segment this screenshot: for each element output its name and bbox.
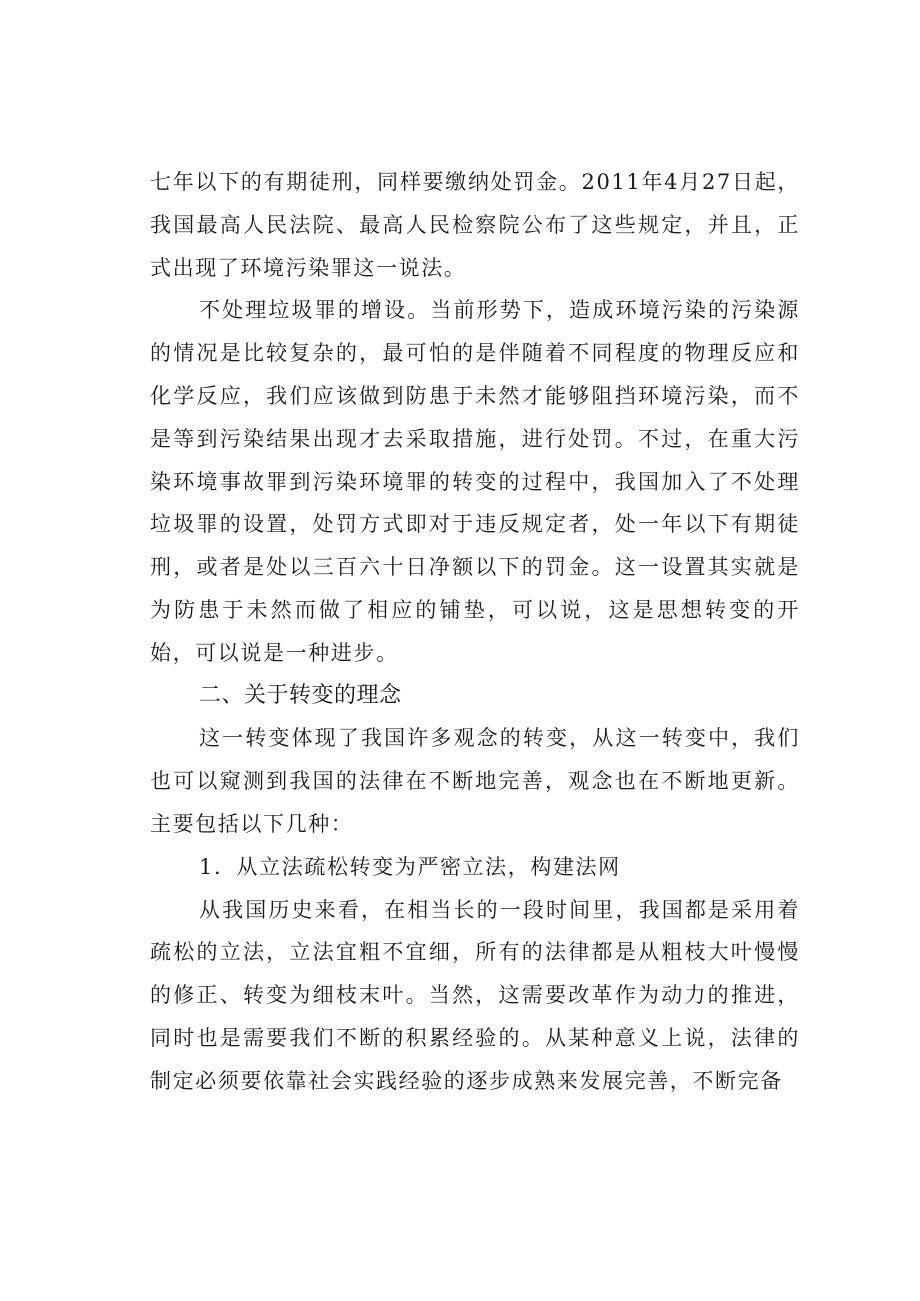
paragraph-concept-change: 这一转变体现了我国许多观念的转变，从这一转变中，我们也可以窥测到我国的法律在不断地完善，观念也在不断地更新。主要包括以下几种：: [150, 726, 800, 836]
paragraph-history: 从我国历史来看，在相当长的一段时间里，我国都是采用着疏松的立法，立法宜粗不宜细，所有的法律都是从粗枝大叶慢慢的修正、转变为细枝末叶。当然，这需要改革作为动力的推进，同时也是需要我们不断的积累经验的。从某种意义上说，法律的制定必须要依靠社会实践经验的逐步成熟来发展完善，不断完备: [150, 897, 800, 1093]
paragraph-garbage-crime: 不处理垃圾罪的增设。当前形势下，造成环境污染的污染源的情况是比较复杂的，最可怕的是伴随着不同程度的物理反应和化学反应，我们应该做到防患于未然才能够阻挡环境污染，而不是等到污染结果出现才去采取措施，进行处罚。不过，在重大污染环境事故罪到污染环境罪的转变的过程中，我国加入了不处理垃圾罪的设置，处罚方式即对于违反规定者，处一年以下有期徒刑，或者是处以三百六十日净额以下的罚金。这一设置其实就是为防患于未然而做了相应的铺垫，可以说，这是思想转变的开始，可以说是一种进步。: [150, 298, 800, 665]
paragraph-continued: 七年以下的有期徒刑，同样要缴纳处罚金。2011年4月27日起，我国最高人民法院、最高人民检察院公布了这些规定，并且，正式出现了环境污染罪这一说法。: [150, 170, 800, 280]
section-heading: 二、关于转变的理念: [199, 682, 402, 708]
document-body: [150, 161, 800, 1103]
subheading-item-1: 1．从立法疏松转变为严密立法，构建法网: [199, 854, 621, 879]
